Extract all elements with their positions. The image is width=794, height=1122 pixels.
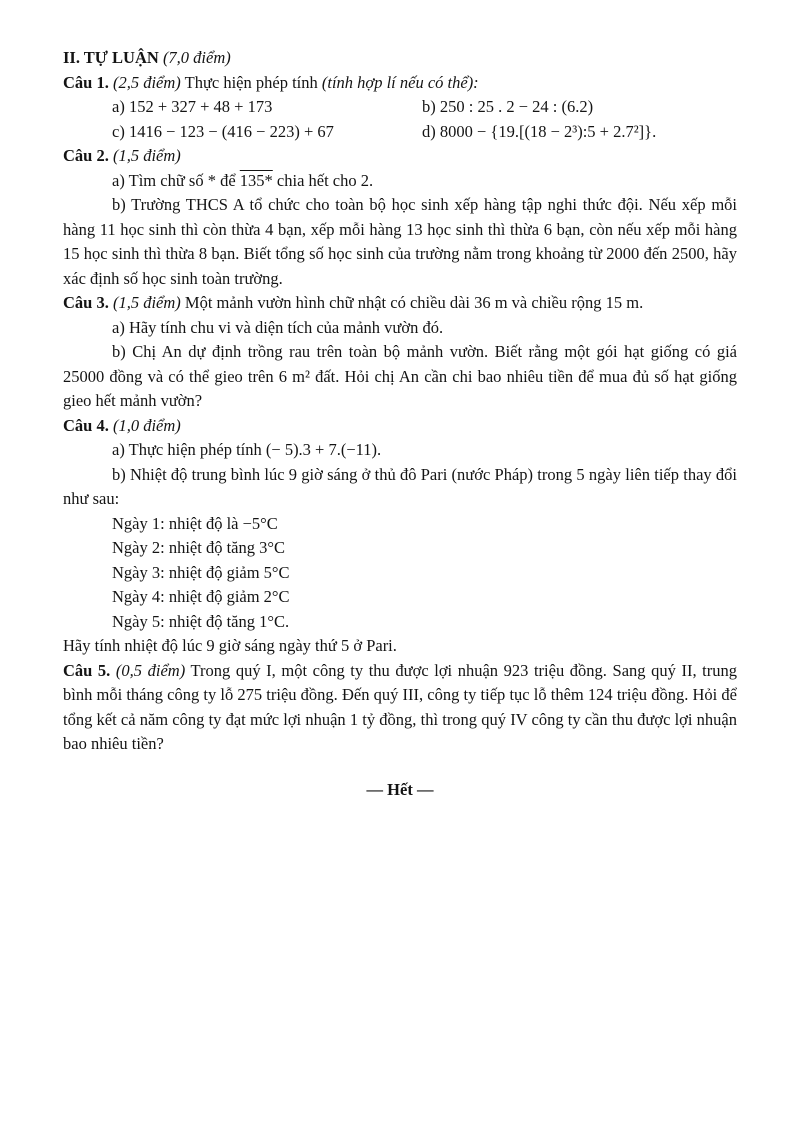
question-1-intro: Thực hiện phép tính <box>184 72 318 92</box>
question-3-label: Câu 3. <box>63 293 109 312</box>
question-2-points: (1,5 điểm) <box>112 146 181 165</box>
question-2-item-b: b) Trường THCS A tổ chức cho toàn bộ học sinh xếp hàng tập nghi thức đội. Nếu xếp mỗi hàng 11 học sinh thì còn thừa 4 bạn, xếp mỗi hàng 13 học sinh thì thừa 6 bạn, còn nếu xếp mỗi hàng 15 học sinh thì thừa 8 bạn. Biết tổng số học sinh của trường nằm trong khoảng từ 2000 đến 2500, hãy xác định số học sinh toàn trường. <box>63 195 737 288</box>
question-4-heading <box>63 414 737 439</box>
question-1-heading <box>63 71 737 96</box>
question-1-intro-note: (tính hợp lí nếu có thể): <box>321 72 479 92</box>
question-1-row-cd <box>63 120 737 145</box>
question-1-item-c: c) 1416 − 123 − (416 − 223) + 67 <box>112 121 334 141</box>
question-1-item-d: d) 8000 − {19.[(18 − 2³):5 + 2.7²]}. <box>422 121 657 141</box>
question-4-label: Câu 4. <box>63 415 109 435</box>
day-line-5: Ngày 5: nhiệt độ tăng 1°C. <box>112 611 290 631</box>
question-1-label: Câu 1. <box>63 72 109 92</box>
question-5-label: Câu 5. <box>63 660 111 680</box>
question-1-row-ab <box>63 95 737 120</box>
question-2-label: Câu 2. <box>63 146 109 165</box>
question-3-item-b: b) Chị An dự định trồng rau trên toàn bộ mảnh vườn. Biết rằng một gói hạt giống có giá 25000 đồng và có thể gieo trên 6 m² đất. Hỏi chị An cần chi bao nhiêu tiền để mua đủ số hạt giống gieo hết mảnh vườn? <box>63 342 737 410</box>
question-1-points: (2,5 điểm) <box>112 72 181 92</box>
question-5-paragraph <box>63 659 737 757</box>
question-3-intro: Một mảnh vườn hình chữ nhật có chiều dài 36 m và chiều rộng 15 m. <box>184 293 644 312</box>
section-heading <box>63 46 737 71</box>
question-2-heading <box>63 144 737 169</box>
section-title: II. TỰ LUẬN <box>63 48 159 67</box>
section-points: (7,0 điểm) <box>162 48 231 67</box>
question-5-text: Trong quý I, một công ty thu được lợi nhuận 923 triệu đồng. Sang quý II, trung bình mỗi tháng công ty lỗ 275 triệu đồng. Đến quý III, công ty tiếp tục lỗ thêm 124 triệu đồng. Hỏi để tổng kết cả năm công ty đạt mức lợi nhuận 1 tỷ đồng, thì trong quý IV công ty cần thu được lợi nhuận bao nhiêu tiền? <box>63 660 737 753</box>
question-3-points: (1,5 điểm) <box>112 293 181 312</box>
question-2-a-overline-number: 135* <box>239 170 273 190</box>
question-3-heading <box>63 291 737 316</box>
day-line-1: Ngày 1: nhiệt độ là −5°C <box>112 513 278 533</box>
end-marker: — Hết — <box>366 779 434 799</box>
day-line-4: Ngày 4: nhiệt độ giảm 2°C <box>112 587 290 606</box>
question-2-item-a <box>63 169 737 194</box>
question-4-day-list <box>63 512 737 635</box>
question-4-points: (1,0 điểm) <box>112 415 181 435</box>
question-1-item-a: a) 152 + 327 + 48 + 173 <box>112 97 273 116</box>
question-4-item-b: b) Nhiệt độ trung bình lúc 9 giờ sáng ở thủ đô Pari (nước Pháp) trong 5 ngày liên tiếp thay đổi như sau: <box>63 464 737 508</box>
question-1-item-b: b) 250 : 25 . 2 − 24 : (6.2) <box>422 97 594 116</box>
question-5-points: (0,5 điểm) <box>115 660 186 680</box>
question-4-item-a: a) Thực hiện phép tính (− 5).3 + 7.(−11). <box>112 440 382 459</box>
question-3-item-a: a) Hãy tính chu vi và diện tích của mảnh vườn đó. <box>112 317 444 337</box>
day-line-3: Ngày 3: nhiệt độ giảm 5°C <box>112 562 290 582</box>
question-4-conclusion: Hãy tính nhiệt độ lúc 9 giờ sáng ngày thứ 5 ở Pari. <box>63 636 397 655</box>
day-line-2: Ngày 2: nhiệt độ tăng 3°C <box>112 538 285 557</box>
question-2-a-post: chia hết cho 2. <box>276 170 374 190</box>
question-2-a-pre: a) Tìm chữ số * để <box>112 170 236 190</box>
